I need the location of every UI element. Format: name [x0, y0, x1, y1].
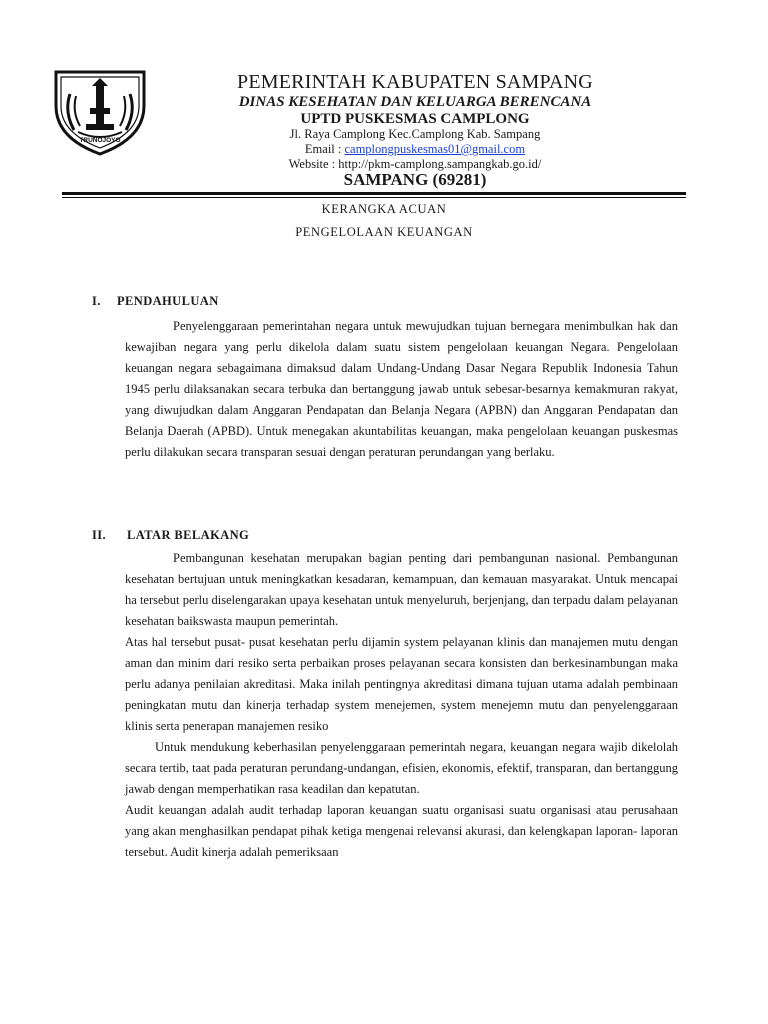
letterhead-divider-thick [62, 192, 686, 195]
section-heading-pendahuluan: PENDAHULUAN [117, 294, 219, 308]
email-link[interactable]: camplongpuskesmas01@gmail.com [344, 142, 526, 156]
sampang-regency-logo [50, 66, 150, 158]
address-line: Jl. Raya Camplong Kec.Camplong Kab. Sampang [289, 127, 541, 141]
email-line [160, 142, 670, 157]
agency-name: DINAS KESEHATAN DAN KELUARGA BERENCANA [238, 94, 592, 110]
svg-text:TRUNOJOYO: TRUNOJOYO [79, 137, 121, 144]
unit-name: UPTD PUSKESMAS CAMPLONG [300, 111, 530, 127]
paragraph: Pembangunan kesehatan merupakan bagian penting dari pembangunan nasional. Pembangunan kesehatan bertujuan untuk meningkatkan kesadaran, kemampuan, dan kemauan masyarakat. Untuk mencapai ha tersebut perlu diselengarakan upaya kesehatan untuk menyeluruh, berjenjang, dan terpadu dalam pelayanan kesehatan baikswasta maupun pemerintah. [125, 551, 678, 628]
paragraph: Penyelenggaraan pemerintahan negara untuk mewujudkan tujuan bernegara menimbulkan hak dan kewajiban negara yang perlu dikelola dalam suatu sistem pengelolaan keuangan Negara. Pengelolaan keuangan negara sebagaimana dimaksud dalam Undang-Undang Dasar Negara Republik Indonesia Tahun 1945 perlu dilaksanakan secara terbuka dan bertanggung jawab untuk sebesar-besarnya kemakmuran rakyat, yang diwujudkan dalam Anggaran Pendapatan dan Belanja Negara (APBN) dan Anggaran Pendapatan dan Belanja Daerah (APBD). Untuk menegakan akuntabilitas keuangan, maka pengelolaan keuangan puskesmas perlu dilakukan secara transparan sesuai dengan peraturan perundangan yang berlaku. [125, 319, 678, 459]
section-number: II. [92, 528, 107, 542]
document-title: KERANGKA ACUAN [321, 202, 447, 216]
government-name: PEMERINTAH KABUPATEN SAMPANG [237, 71, 593, 93]
section-heading-latar-belakang: LATAR BELAKANG [127, 528, 250, 542]
section-number: I. [92, 294, 101, 308]
paragraph: Untuk mendukung keberhasilan penyelenggaraan pemerintah negara, keuangan negara wajib dikelolah secara tertib, taat pada peraturan perundang-undangan, efisien, ekonomis, efektif, transparan, dan bertanggung jawab dengan memperhatikan rasa keadilan dan kepatutan. [125, 740, 678, 796]
letterhead-divider-thin [62, 197, 686, 198]
email-label: Email : [304, 142, 345, 156]
paragraph: Audit keuangan adalah audit terhadap laporan keuangan suatu organisasi suatu organisasi atau perusahaan yang akan menghasilkan pendapat pihak ketiga mengenai relevansi akurasi, dan kelengkapan laporan- laporan tersebut. Audit kinerja adalah pemeriksaan [125, 803, 678, 859]
section-body-latar-belakang [125, 548, 678, 863]
city-postcode: SAMPANG (69281) [343, 170, 487, 189]
paragraph: Atas hal tersebut pusat- pusat kesehatan perlu dijamin system pelayanan klinis dan manajemen mutu dengan aman dan minim dari resiko serta perbaikan proses pelayanan secara konsisten dan berkesinambungan maka perlu adanya penilaian akreditasi. Maka inilah pentingnya akreditasi dimana tujuan utama adalah pembinaan peningkatan mutu dan kinerja terhadap system menejemen, system menejemn mutu dan penyelenggaraan klinis serta penerapan manajemen resiko [125, 635, 678, 733]
section-body-pendahuluan [125, 316, 678, 463]
document-subtitle: PENGELOLAAN KEUANGAN [295, 225, 473, 239]
website-line: Website : http://pkm-camplong.sampangkab.go.id/ [288, 157, 542, 171]
